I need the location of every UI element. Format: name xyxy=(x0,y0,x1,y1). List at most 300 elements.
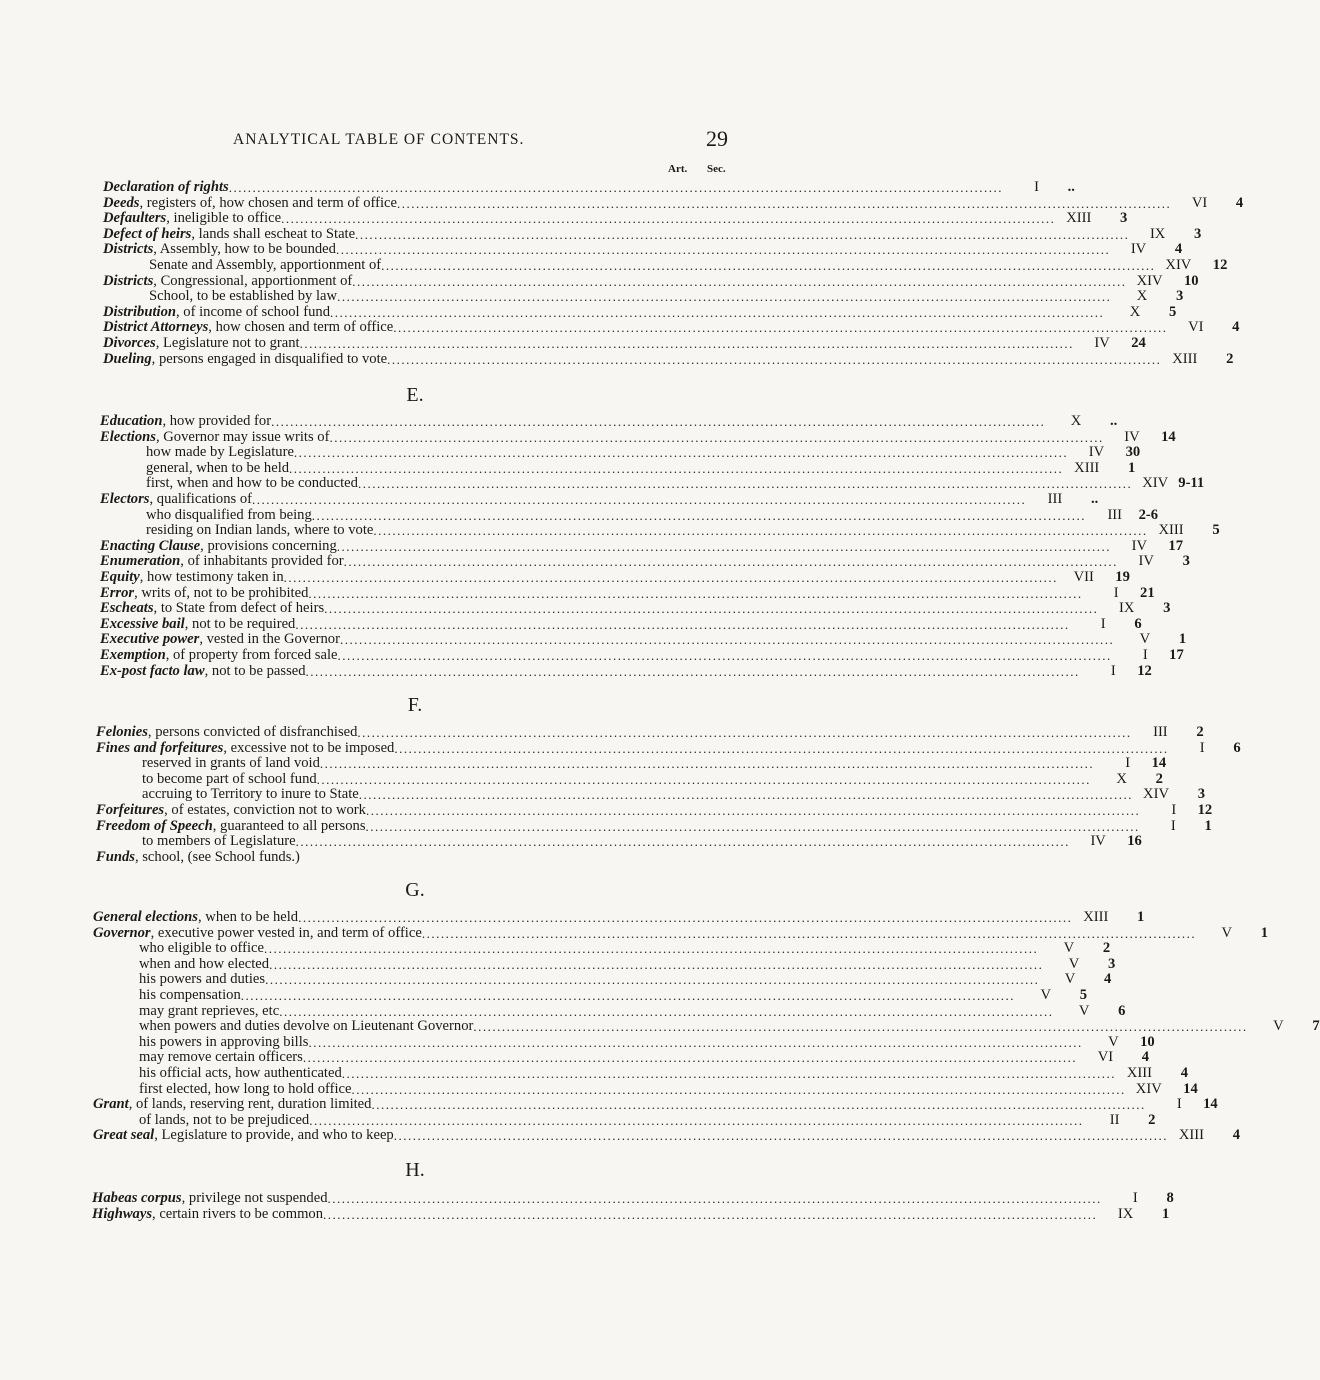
leader-dots xyxy=(252,492,1026,508)
section-number: 3 xyxy=(1108,955,1116,972)
leader-dots xyxy=(296,834,1070,850)
leader-dots xyxy=(306,664,1080,680)
section-letter: F. xyxy=(407,694,423,716)
index-entry xyxy=(96,770,1163,788)
index-entry xyxy=(93,1002,1126,1020)
entry-description: general, when to be held xyxy=(146,459,290,476)
index-section xyxy=(100,413,1220,679)
section-number: 2 xyxy=(1148,1111,1156,1128)
leader-dots xyxy=(229,180,1003,196)
index-entry xyxy=(100,459,1136,477)
leader-dots xyxy=(330,305,1104,321)
entry-keyword: Governor xyxy=(93,924,151,941)
entry-keyword: General elections xyxy=(93,909,198,925)
index-entry xyxy=(92,1205,1170,1223)
leader-dots xyxy=(241,988,1015,1004)
entry-description: his powers in approving bills xyxy=(139,1033,309,1050)
entry-description: who eligible to office xyxy=(139,940,264,957)
article-number: X xyxy=(1129,303,1141,320)
section-number: 12 xyxy=(1137,662,1152,679)
index-entry xyxy=(103,288,1184,305)
article-number: XIII xyxy=(1126,1064,1153,1081)
section-number: 12 xyxy=(1212,256,1228,273)
index-entry xyxy=(93,909,1145,926)
article-number: I xyxy=(1113,584,1119,601)
index-entry xyxy=(100,600,1171,617)
leader-dots xyxy=(352,274,1126,290)
entry-description: , writs of, not to be prohibited xyxy=(134,584,309,601)
entry-text xyxy=(100,476,358,492)
entry-keyword: Funds xyxy=(96,848,135,865)
entry-text xyxy=(100,632,340,648)
leader-dots xyxy=(295,617,1069,633)
entry-description: residing on Indian lands, where to vote xyxy=(146,522,374,539)
entry-keyword: Freedom of Speech xyxy=(96,817,213,834)
index-entry xyxy=(93,1018,1320,1035)
index-entry xyxy=(100,662,1152,680)
index-entry xyxy=(93,986,1087,1004)
index-entry xyxy=(93,1049,1150,1066)
leader-dots xyxy=(284,570,1058,586)
entry-description: his powers and duties xyxy=(139,971,266,988)
entry-text xyxy=(96,819,366,835)
entry-text xyxy=(93,926,422,942)
index-section xyxy=(96,724,1241,865)
article-number: XIV xyxy=(1142,475,1169,492)
section-number: 4 xyxy=(1174,241,1183,258)
entry-description: may grant reprieves, etc xyxy=(139,1002,280,1019)
section-number: 30 xyxy=(1125,444,1141,461)
section-number: 4 xyxy=(1180,1064,1189,1081)
index-entry xyxy=(93,971,1112,988)
entry-description: , Congressional, apportionment of xyxy=(153,272,353,289)
entry-keyword: Districts xyxy=(103,272,154,289)
index-entry xyxy=(96,833,1142,850)
entry-text xyxy=(103,289,337,305)
entry-keyword: Divorces xyxy=(103,334,156,351)
entry-keyword: Education xyxy=(100,413,163,429)
entry-description: who disqualified from being xyxy=(146,506,312,523)
section-number: .. xyxy=(1067,179,1075,195)
entry-text xyxy=(93,941,264,957)
entry-text xyxy=(93,988,241,1004)
index-entry xyxy=(96,817,1212,835)
index-entry xyxy=(103,334,1146,352)
index-entry xyxy=(93,924,1269,942)
leader-dots xyxy=(473,1019,1247,1035)
article-number: IV xyxy=(1130,241,1147,258)
sec-column-label: Sec. xyxy=(707,163,726,175)
section-number: .. xyxy=(1090,490,1099,507)
entry-description: , not to be required xyxy=(184,615,296,632)
entry-text xyxy=(96,787,359,803)
article-number: I xyxy=(1142,646,1148,663)
entry-keyword: Districts xyxy=(103,241,154,258)
entry-description: , school, (see School funds.) xyxy=(134,848,300,865)
section-number: 2-6 xyxy=(1138,506,1159,523)
section-number: 1 xyxy=(1204,817,1212,834)
leader-dots xyxy=(323,1207,1097,1223)
index-entry xyxy=(100,522,1220,539)
index-entry xyxy=(103,179,1075,196)
section-number: 9-11 xyxy=(1178,475,1205,492)
entry-keyword: Ex-post facto law xyxy=(100,662,205,679)
article-number: I xyxy=(1171,801,1177,818)
section-number: 3 xyxy=(1163,600,1171,617)
entry-keyword: Defaulters xyxy=(103,210,167,227)
index-section xyxy=(103,179,1244,367)
entry-description: , Legislature not to grant xyxy=(155,334,300,351)
entry-keyword: Executive power xyxy=(100,631,200,648)
section-number: 3 xyxy=(1194,225,1202,242)
entry-description: , persons convicted of disfranchised xyxy=(147,724,358,740)
leader-dots xyxy=(294,445,1068,461)
entry-text xyxy=(93,910,298,926)
entry-text xyxy=(96,850,300,866)
leader-dots xyxy=(337,289,1111,305)
article-number: V xyxy=(1078,1002,1090,1019)
index-entry xyxy=(100,615,1142,633)
entry-keyword: Felonies xyxy=(96,724,148,740)
entry-text xyxy=(100,461,289,477)
section-number: 4 xyxy=(1232,319,1240,336)
entry-text xyxy=(96,725,357,741)
entry-description: , excessive not to be imposed xyxy=(223,739,395,756)
entry-text xyxy=(96,834,296,850)
leader-dots xyxy=(394,741,1168,757)
entry-text xyxy=(103,211,281,227)
article-number: V xyxy=(1068,955,1080,972)
index-entry xyxy=(93,1127,1240,1144)
article-number: V xyxy=(1108,1033,1119,1050)
entry-description: , guaranteed to all persons xyxy=(212,817,366,834)
leader-dots xyxy=(352,1082,1126,1098)
entry-text xyxy=(103,320,393,336)
leader-dots xyxy=(381,258,1155,274)
entry-keyword: Grant xyxy=(93,1096,129,1113)
index-entry xyxy=(100,631,1187,648)
leader-dots xyxy=(338,648,1112,664)
section-letter: H. xyxy=(405,1159,425,1181)
article-number: XIV xyxy=(1165,256,1192,273)
section-number: 17 xyxy=(1168,537,1183,554)
section-number: 4 xyxy=(1141,1049,1150,1066)
entry-description: , of inhabitants provided for xyxy=(180,553,344,570)
entry-description: , of estates, conviction not to work xyxy=(164,801,366,818)
article-number: IX xyxy=(1117,1205,1134,1222)
entry-description: , not to be passed xyxy=(204,662,306,679)
leader-dots xyxy=(394,1128,1168,1144)
article-number: IX xyxy=(1149,225,1166,242)
entry-text xyxy=(93,1113,309,1129)
article-number: VII xyxy=(1073,568,1094,585)
entry-text xyxy=(103,336,300,352)
index-entry xyxy=(100,537,1183,555)
entry-text xyxy=(93,1035,308,1051)
section-number: 3 xyxy=(1120,210,1128,227)
entry-description: , when to be held xyxy=(197,909,299,925)
entry-text xyxy=(93,1082,352,1098)
index-entry xyxy=(100,428,1176,446)
index-entry xyxy=(100,490,1099,508)
article-number: I xyxy=(1176,1096,1182,1113)
index-entry xyxy=(103,272,1199,290)
entry-text xyxy=(100,492,252,508)
art-column-label: Art. xyxy=(668,163,688,175)
section-number: 2 xyxy=(1226,350,1234,367)
entry-keyword: Escheats xyxy=(100,600,154,617)
section-number: 4 xyxy=(1104,971,1112,988)
section-number: 8 xyxy=(1166,1190,1174,1206)
section-number: 14 xyxy=(1183,1080,1198,1097)
entry-text xyxy=(100,554,344,570)
section-number: 24 xyxy=(1131,334,1146,351)
article-number: X xyxy=(1070,413,1082,429)
leader-dots xyxy=(328,1191,1102,1207)
section-number: 2 xyxy=(1196,724,1204,740)
article-number: XIII xyxy=(1074,459,1100,476)
entry-description: , of lands, reserving rent, duration limited xyxy=(128,1096,372,1113)
index-entry xyxy=(103,319,1240,336)
article-number: IV xyxy=(1094,334,1110,351)
article-number: XIII xyxy=(1178,1127,1204,1144)
entry-description: , of property from forced sale xyxy=(165,646,338,663)
entry-description: when and how elected xyxy=(139,955,270,972)
entry-keyword: Equity xyxy=(100,568,140,585)
entry-text xyxy=(103,274,352,290)
section-number: 19 xyxy=(1115,568,1130,585)
leader-dots xyxy=(373,523,1147,539)
entry-text xyxy=(100,414,271,430)
section-number: 12 xyxy=(1197,801,1213,818)
entry-description: of lands, not to be prejudiced xyxy=(139,1111,310,1128)
entry-text xyxy=(100,508,312,524)
leader-dots xyxy=(312,508,1086,524)
leader-dots xyxy=(300,336,1074,352)
entry-keyword: Declaration of rights xyxy=(103,179,229,195)
entry-text xyxy=(100,648,338,664)
section-number: 14 xyxy=(1203,1096,1218,1113)
entry-text xyxy=(96,756,320,772)
entry-text xyxy=(100,586,308,602)
leader-dots xyxy=(337,539,1111,555)
entry-text xyxy=(92,1191,328,1207)
leader-dots xyxy=(269,957,1043,973)
entry-keyword: Defect of heirs xyxy=(103,225,192,242)
section-number: 14 xyxy=(1151,755,1167,772)
article-number: V xyxy=(1040,986,1051,1003)
leader-dots xyxy=(324,601,1098,617)
entry-text xyxy=(92,1207,323,1223)
article-number: XIV xyxy=(1135,1080,1162,1097)
entry-keyword: Highways xyxy=(92,1205,153,1222)
entry-description: accruing to Territory to inure to State xyxy=(142,786,359,803)
index-entry xyxy=(103,256,1228,274)
index-entry xyxy=(103,225,1202,243)
entry-description: , qualifications of xyxy=(149,490,253,507)
entry-description: , executive power vested in, and term of office xyxy=(150,924,422,941)
section-number: 6 xyxy=(1118,1002,1126,1019)
section-number: 1 xyxy=(1178,631,1187,648)
index-entry xyxy=(100,553,1190,570)
leader-dots xyxy=(308,586,1082,602)
leader-dots xyxy=(271,414,1045,430)
entry-text xyxy=(103,196,397,212)
section-number: .. xyxy=(1110,413,1118,429)
leader-dots xyxy=(264,941,1038,957)
index-entry xyxy=(103,210,1128,227)
entry-keyword: Error xyxy=(100,584,135,601)
article-number: I xyxy=(1034,179,1039,195)
entry-text xyxy=(103,180,229,196)
article-number: XIV xyxy=(1143,786,1169,803)
entry-description: , Legislature to provide, and who to keep xyxy=(154,1127,394,1144)
article-number: I xyxy=(1170,817,1176,834)
leader-dots xyxy=(357,725,1131,741)
entry-keyword: Forfeitures xyxy=(96,801,165,818)
section-number: 5 xyxy=(1079,986,1087,1003)
leader-dots xyxy=(422,926,1196,942)
section-number: 6 xyxy=(1134,615,1142,632)
section-number: 2 xyxy=(1155,770,1163,787)
entry-description: first elected, how long to hold office xyxy=(139,1080,352,1097)
entry-description: , privilege not suspended xyxy=(181,1190,328,1206)
entry-description: , provisions concerning xyxy=(200,537,337,554)
index-entry xyxy=(103,194,1244,212)
entry-description: his compensation xyxy=(139,986,241,1003)
entry-description: , lands shall escheat to State xyxy=(191,225,356,242)
index-entry xyxy=(93,1080,1198,1098)
article-number: VI xyxy=(1097,1049,1114,1066)
entry-text xyxy=(103,258,381,274)
section-number: 16 xyxy=(1127,833,1142,850)
section-number: 5 xyxy=(1168,303,1177,320)
entry-keyword: Distribution xyxy=(103,303,176,320)
article-number: V xyxy=(1064,971,1076,988)
entry-keyword: Elections xyxy=(100,428,156,445)
index-entry xyxy=(96,801,1213,819)
article-number: I xyxy=(1125,755,1131,772)
entry-text xyxy=(103,242,336,258)
entry-keyword: Great seal xyxy=(93,1127,155,1144)
entry-description: School, to be established by law xyxy=(149,288,338,305)
entry-text xyxy=(100,570,284,586)
entry-description: reserved in grants of land void xyxy=(142,755,320,772)
entry-description: , ineligible to office xyxy=(166,210,282,227)
entry-text xyxy=(93,1128,394,1144)
entry-keyword: District Attorneys xyxy=(103,319,209,336)
entry-text xyxy=(103,227,355,243)
entry-keyword: Exemption xyxy=(100,646,166,663)
entry-text xyxy=(103,305,330,321)
leader-dots xyxy=(329,430,1103,446)
leader-dots xyxy=(281,211,1055,227)
leader-dots xyxy=(366,819,1140,835)
section-number: 4 xyxy=(1235,194,1244,211)
index-entry xyxy=(103,350,1234,368)
section-number: 14 xyxy=(1161,428,1176,445)
entry-description: his official acts, how authenticated xyxy=(139,1064,342,1081)
entry-description: , Assembly, how to be bounded xyxy=(153,241,336,258)
article-number: I xyxy=(1110,662,1116,679)
entry-keyword: Excessive bail xyxy=(100,615,185,632)
entry-text xyxy=(100,664,306,680)
article-number: IV xyxy=(1138,553,1154,570)
leader-dots xyxy=(303,1050,1077,1066)
entry-description: , registers of, how chosen and term of office xyxy=(139,194,397,211)
index-entry xyxy=(96,786,1205,803)
section-letter: G. xyxy=(405,879,425,901)
article-number: IV xyxy=(1088,444,1105,461)
entry-description: to members of Legislature xyxy=(142,833,296,850)
entry-keyword: Enacting Clause xyxy=(100,537,201,554)
section-number: 17 xyxy=(1169,646,1184,663)
article-number: I xyxy=(1132,1190,1138,1206)
entry-text xyxy=(100,523,373,539)
entry-description: first, when and how to be conducted xyxy=(146,475,358,492)
article-number: I xyxy=(1199,739,1205,756)
index-entry xyxy=(93,1033,1155,1051)
entry-description: to become part of school fund xyxy=(142,770,317,787)
leader-dots xyxy=(366,803,1140,819)
entry-description: , how chosen and term of office xyxy=(208,319,394,336)
leader-dots xyxy=(387,352,1161,368)
index-entry xyxy=(100,444,1141,461)
index-entry xyxy=(100,475,1205,492)
article-number: I xyxy=(1100,615,1106,632)
index-entry xyxy=(103,241,1183,258)
index-entry xyxy=(93,940,1111,957)
entry-text xyxy=(93,1004,279,1020)
entry-description: how made by Legislature xyxy=(146,444,294,461)
leader-dots xyxy=(265,972,1039,988)
leader-dots xyxy=(320,756,1094,772)
section-number: 1 xyxy=(1137,909,1145,925)
leader-dots xyxy=(279,1004,1053,1020)
section-number: 1 xyxy=(1128,459,1136,476)
index-entry xyxy=(103,303,1177,321)
entry-description: , Governor may issue writs of xyxy=(155,428,330,445)
section-number: 2 xyxy=(1102,940,1111,957)
article-number: V xyxy=(1139,631,1151,648)
section-number: 10 xyxy=(1140,1033,1155,1050)
leader-dots xyxy=(298,910,1072,926)
entry-text xyxy=(93,1097,371,1113)
entry-description: may remove certain officers xyxy=(139,1049,303,1066)
leader-dots xyxy=(397,196,1171,212)
article-number: III xyxy=(1153,724,1168,740)
leader-dots xyxy=(340,632,1114,648)
leader-dots xyxy=(371,1097,1145,1113)
section-number: 10 xyxy=(1183,272,1199,289)
leader-dots xyxy=(289,461,1063,477)
article-number: V xyxy=(1063,940,1075,957)
entry-description: , how testimony taken in xyxy=(139,568,284,585)
article-number: IV xyxy=(1131,537,1147,554)
leader-dots xyxy=(308,1035,1082,1051)
section-number: 21 xyxy=(1140,584,1155,601)
index-entry xyxy=(96,755,1167,772)
article-number: III xyxy=(1047,490,1063,507)
entry-text xyxy=(93,972,265,988)
entry-keyword: Deeds xyxy=(103,194,140,211)
entry-text xyxy=(100,445,294,461)
entry-text xyxy=(100,601,324,617)
leader-dots xyxy=(336,242,1110,258)
leader-dots xyxy=(359,787,1133,803)
entry-text xyxy=(96,803,366,819)
section-number: 1 xyxy=(1260,924,1269,941)
